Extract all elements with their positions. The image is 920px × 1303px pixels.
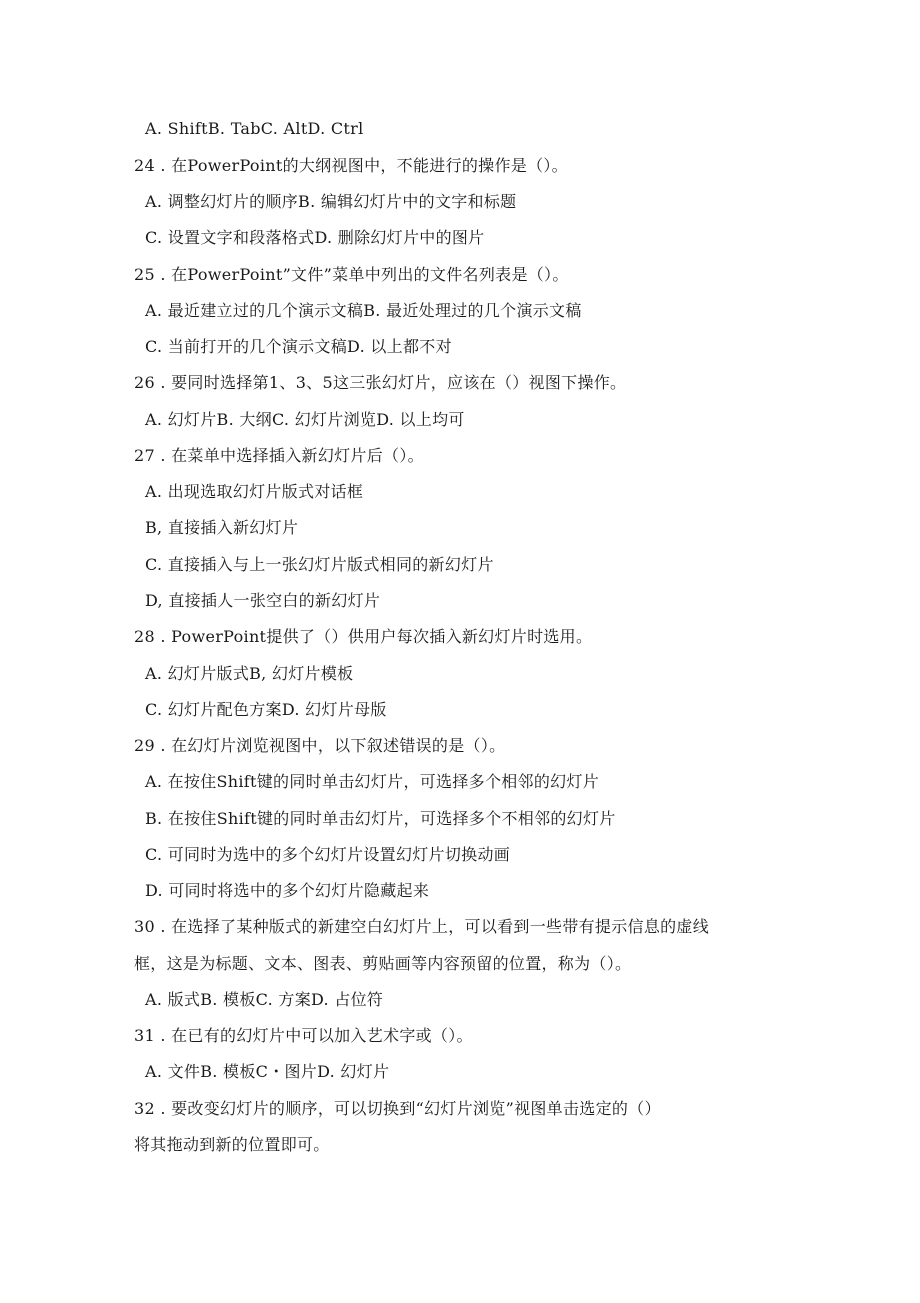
option-q27-b: B, 直接插入新幻灯片	[145, 518, 299, 537]
option-line-q31: A. 文件B. 模板C・图片D. 幻灯片	[145, 1062, 390, 1081]
option-q29-a: A. 在按住Shift键的同时单击幻灯片，可选择多个相邻的幻灯片	[145, 772, 600, 791]
question-27: 27 . 在菜单中选择插入新幻灯片后（）。	[134, 446, 424, 465]
question-30-cont: 框，这是为标题、文本、图表、剪贴画等内容预留的位置，称为（）。	[134, 954, 632, 973]
option-q27-d: D, 直接插人一张空白的新幻灯片	[145, 591, 381, 610]
option-q29-c: C. 可同时为选中的多个幻灯片设置幻灯片切换动画	[145, 845, 511, 864]
question-24: 24 . 在PowerPoint的大纲视图中，不能进行的操作是（）。	[134, 156, 568, 175]
option-q27-a: A. 出现选取幻灯片版式对话框	[145, 482, 364, 501]
option-line-q25-ab: A. 最近建立过的几个演示文稿B. 最近处理过的几个演示文稿	[145, 301, 582, 320]
question-30: 30 . 在选择了某种版式的新建空白幻灯片上，可以看到一些带有提示信息的虚线	[134, 917, 710, 936]
option-line-q24-cd: C. 设置文字和段落格式D. 删除幻灯片中的图片	[145, 228, 485, 247]
question-32-cont: 将其拖动到新的位置即可。	[134, 1135, 330, 1154]
question-26: 26 . 要同时选择第1、3、5这三张幻灯片，应该在（）视图下操作。	[134, 373, 627, 392]
option-q29-b: B. 在按住Shift键的同时单击幻灯片，可选择多个不相邻的幻灯片	[145, 809, 616, 828]
question-31: 31 . 在已有的幻灯片中可以加入艺术字或（）。	[134, 1026, 473, 1045]
option-line-q28-cd: C. 幻灯片配色方案D. 幻灯片母版	[145, 700, 387, 719]
question-25: 25 . 在PowerPoint”文件”菜单中列出的文件名列表是（）。	[134, 265, 569, 284]
option-line-q25-cd: C. 当前打开的几个演示文稿D. 以上都不对	[145, 337, 452, 356]
question-32: 32 . 要改变幻灯片的顺序，可以切换到“幻灯片浏览”视图单击选定的（）	[134, 1099, 661, 1118]
option-line-q26: A. 幻灯片B. 大纲C. 幻灯片浏览D. 以上均可	[145, 410, 465, 429]
option-q27-c: C. 直接插入与上一张幻灯片版式相同的新幻灯片	[145, 555, 494, 574]
option-line-q24-ab: A. 调整幻灯片的顺序B. 编辑幻灯片中的文字和标题	[145, 192, 517, 211]
question-28: 28 . PowerPoint提供了（）供用户每次插入新幻灯片时选用。	[134, 627, 593, 646]
option-line-q28-ab: A. 幻灯片版式B, 幻灯片模板	[145, 664, 354, 683]
option-line-q23: A. ShiftB. TabC. AltD. Ctrl	[145, 119, 364, 138]
option-q29-d: D. 可同时将选中的多个幻灯片隐藏起来	[145, 881, 430, 900]
option-line-q30: A. 版式B. 模板C. 方案D. 占位符	[145, 990, 384, 1009]
question-29: 29 . 在幻灯片浏览视图中，以下叙述错误的是（）。	[134, 736, 506, 755]
